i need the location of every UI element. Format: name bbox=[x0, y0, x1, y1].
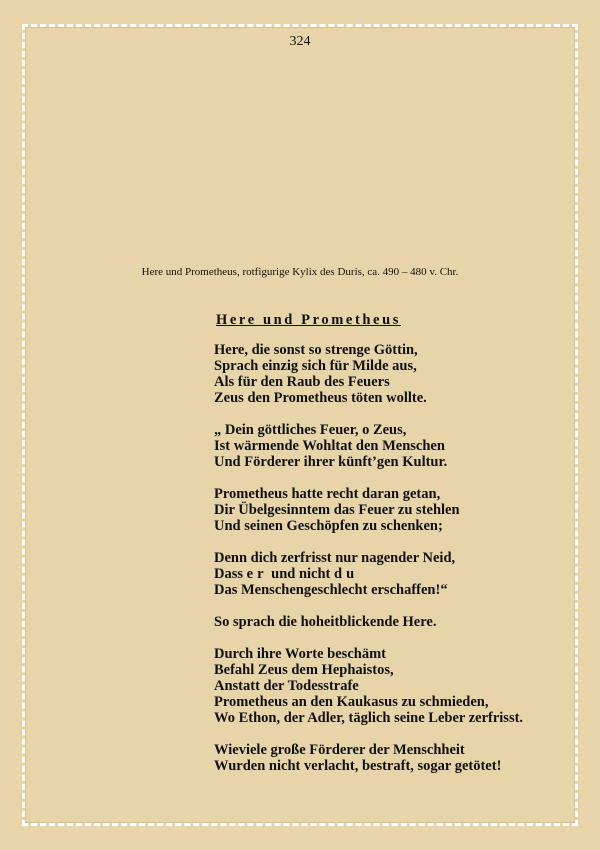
stanza-1 bbox=[214, 342, 574, 406]
poem bbox=[214, 312, 574, 790]
poem-line: Durch ihre Worte beschämt bbox=[214, 646, 386, 662]
poem-line: Das Menschengeschlecht erschaffen!“ bbox=[214, 582, 448, 598]
poem-line: Denn dich zerfrisst nur nagender Neid, bbox=[214, 550, 456, 566]
poem-line: Wurden nicht verlacht, bestraft, sogar getötet! bbox=[214, 758, 502, 774]
stanza-7 bbox=[214, 742, 574, 774]
poem-line: Here, die sonst so strenge Göttin, bbox=[214, 342, 418, 358]
stanza-2 bbox=[214, 422, 574, 470]
word-dass: Dass bbox=[214, 566, 247, 582]
words-und-nicht: und nicht bbox=[271, 566, 331, 582]
poem-line: Dir Übelgesinntem das Feuer zu stehlen bbox=[214, 502, 460, 518]
poem-line: Ist wärmende Wohltat den Menschen bbox=[214, 438, 445, 454]
spaced-word-du: du bbox=[334, 566, 359, 582]
poem-line-spaced bbox=[214, 566, 574, 582]
poem-line: Wo Ethon, der Adler, täglich seine Leber zerfrisst. bbox=[214, 710, 524, 726]
poem-line: Sprach einzig sich für Milde aus, bbox=[214, 358, 417, 374]
stanza-5 bbox=[214, 614, 574, 630]
poem-line: Als für den Raub des Feuers bbox=[214, 374, 390, 390]
poem-line: Wieviele große Förderer der Menschheit bbox=[214, 742, 465, 758]
poem-title: Here und Prometheus bbox=[216, 312, 401, 328]
stanza-4 bbox=[214, 550, 574, 598]
poem-line: Und Förderer ihrer künft’gen Kultur. bbox=[214, 454, 448, 470]
poem-line: So sprach die hoheitblickende Here. bbox=[214, 614, 437, 630]
spaced-word-er: er bbox=[246, 566, 268, 582]
poem-line: Und seinen Geschöpfen zu schenken; bbox=[214, 518, 443, 534]
image-caption: Here und Prometheus, rotfigurige Kylix des Duris, ca. 490 – 480 v. Chr. bbox=[141, 266, 459, 278]
poem-line: Anstatt der Todesstrafe bbox=[214, 678, 359, 694]
poem-line: „ Dein göttliches Feuer, o Zeus, bbox=[214, 422, 407, 438]
stanza-6 bbox=[214, 646, 574, 726]
poem-line: Zeus den Prometheus töten wollte. bbox=[214, 390, 427, 406]
stanza-3 bbox=[214, 486, 574, 534]
page-number: 324 bbox=[289, 34, 311, 49]
poem-line: Befahl Zeus dem Hephaistos, bbox=[214, 662, 394, 678]
poem-line: Prometheus hatte recht daran getan, bbox=[214, 486, 441, 502]
poem-line: Prometheus an den Kaukasus zu schmieden, bbox=[214, 694, 489, 710]
